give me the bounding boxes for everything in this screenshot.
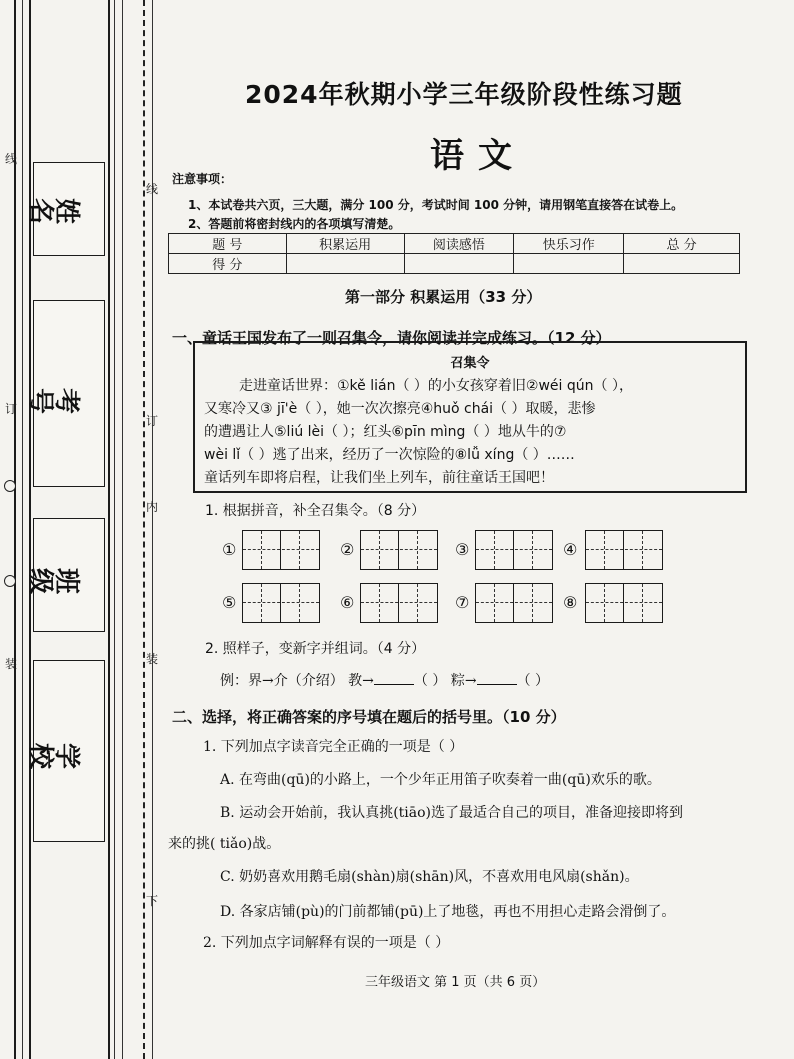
score-header-cell: 阅读感悟 (404, 234, 514, 254)
seal-mark: 装 (5, 657, 18, 671)
exam-title: 2024年秋期小学三年级阶段性练习题 (245, 80, 683, 109)
example-text: （ ） (516, 673, 550, 689)
score-header-cell: 题 号 (169, 234, 287, 254)
score-cell[interactable] (624, 254, 740, 274)
option-b: B. 运动会开始前，我认真挑(tiāo)选了最适合自己的项目，准备迎接即将到 (220, 805, 683, 821)
writing-grid[interactable] (475, 583, 553, 623)
page-footer: 三年级语文 第 1 页（共 6 页） (365, 975, 546, 990)
seal-mark: 内 (146, 500, 159, 514)
score-row-label: 得 分 (169, 254, 287, 274)
name-label: 姓名 (25, 197, 81, 224)
score-table (168, 233, 740, 274)
score-cell[interactable] (404, 254, 514, 274)
seal-mark: 订 (5, 402, 18, 416)
example-line (220, 670, 549, 690)
binding-hole (4, 480, 16, 492)
writing-grid[interactable] (475, 530, 553, 570)
notice-line: 的遭遇让人⑤liú lèi（ ）；红头⑥pīn mìng（ ）地从牛的⑦ (204, 424, 567, 440)
class-label: 班级 (25, 567, 81, 594)
option-d: D. 各家店铺(pù)的门前都铺(pū)上了地毯，再也不用担心走路会滑倒了。 (220, 904, 676, 920)
grid-number: ③ (455, 540, 470, 559)
answer-blank[interactable] (477, 684, 517, 685)
grid-number: ② (340, 540, 355, 559)
score-cell[interactable] (286, 254, 404, 274)
notes-heading: 注意事项： (172, 172, 233, 186)
subject-title: 语文 (430, 136, 526, 176)
writing-grid[interactable] (242, 583, 320, 623)
q2-item1: 1. 下列加点字读音完全正确的一项是（ ） (203, 739, 464, 755)
writing-grid[interactable] (360, 530, 438, 570)
writing-grid[interactable] (585, 530, 663, 570)
seal-mark: 下 (146, 894, 159, 908)
sub2-heading: 2. 照样子，变新字并组词。（4 分） (205, 641, 426, 657)
option-b-cont: 来的挑( tiǎo)战。 (168, 836, 281, 852)
exam-number-label: 考号 (25, 387, 81, 414)
notice-line: wèi lǐ（ ）逃了出来，经历了一次惊险的⑧lǚ xíng（ ）…… (204, 447, 575, 463)
score-header-cell: 积累运用 (286, 234, 404, 254)
q1-heading: 一、童话王国发布了一则召集令，请你阅读并完成练习。（12 分） (172, 329, 611, 347)
writing-grid[interactable] (242, 530, 320, 570)
score-header-cell: 快乐习作 (514, 234, 624, 254)
grid-number: ⑤ (222, 593, 237, 612)
writing-grid[interactable] (585, 583, 663, 623)
seal-mark: 装 (146, 652, 159, 666)
grid-number: ⑧ (563, 593, 578, 612)
example-text: 例：界→介（介绍） 教→ (220, 673, 374, 689)
seal-mark: 线 (146, 182, 159, 196)
option-a: A. 在弯曲(qū)的小路上，一个少年正用笛子吹奏着一曲(qū)欢乐的歌。 (220, 772, 661, 788)
grid-number: ⑥ (340, 593, 355, 612)
q2-item2: 2. 下列加点字词解释有误的一项是（ ） (203, 935, 450, 951)
sub1-heading: 1. 根据拼音，补全召集令。（8 分） (205, 503, 426, 519)
seal-mark: 订 (146, 414, 159, 428)
note-line-1: 1、本试卷共六页，三大题，满分 100 分，考试时间 100 分钟，请用钢笔直接答在试卷上。 (188, 198, 684, 212)
example-text: （ ） 粽→ (413, 673, 477, 689)
binding-hole (4, 575, 16, 587)
writing-grid[interactable] (360, 583, 438, 623)
note-line-2: 2、答题前将密封线内的各项填写清楚。 (188, 217, 401, 231)
part1-heading: 第一部分 积累运用（33 分） (345, 288, 542, 306)
notice-title: 召集令 (450, 356, 490, 371)
option-c: C. 奶奶喜欢用鹅毛扇(shàn)扇(shān)风，不喜欢用电风扇(shǎn)。 (220, 869, 639, 885)
answer-blank[interactable] (374, 684, 414, 685)
notice-line: 又寒冷又③ jī'è（ ），她一次次擦亮④huǒ chái（ ）取暖，悲惨 (204, 401, 596, 417)
grid-number: ④ (563, 540, 578, 559)
notice-box (193, 341, 747, 493)
notice-line: 走进童话世界：①kě lián（ ）的小女孩穿着旧②wéi qún（ ）， (239, 378, 633, 394)
q2-heading: 二、选择，将正确答案的序号填在题后的括号里。（10 分） (172, 708, 566, 726)
score-header-cell: 总 分 (624, 234, 740, 254)
seal-mark: 线 (5, 152, 18, 166)
school-label: 学校 (25, 742, 81, 769)
grid-number: ⑦ (455, 593, 470, 612)
notice-line: 童话列车即将启程，让我们坐上列车，前往童话王国吧！ (204, 470, 554, 486)
grid-number: ① (222, 540, 237, 559)
score-cell[interactable] (514, 254, 624, 274)
